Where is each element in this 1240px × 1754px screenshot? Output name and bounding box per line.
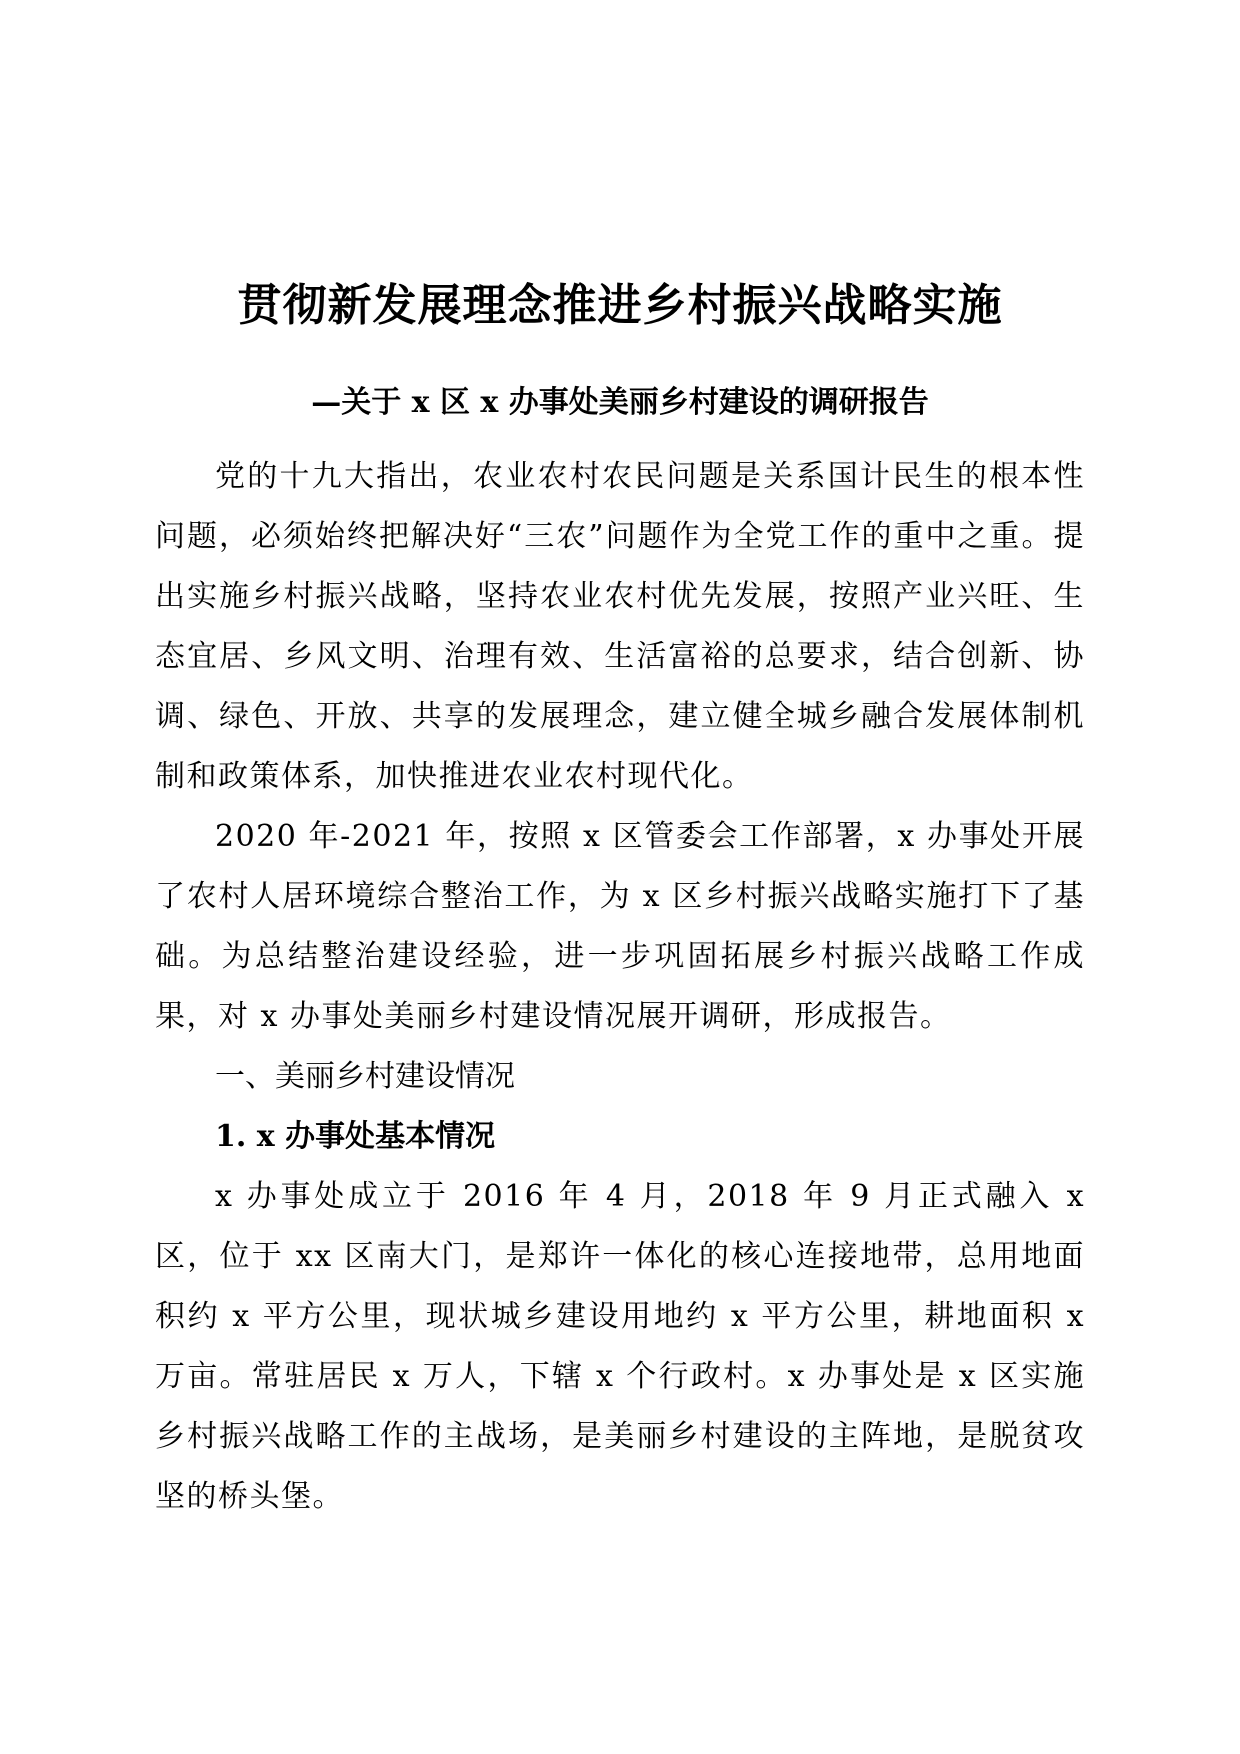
intro-paragraph: 党的十九大指出，农业农村农民问题是关系国计民生的根本性问题，必须始终把解决好“三农”问题作为全党工作的重中之重。提出实施乡村振兴战略，坚持农业农村优先发展，按照产业兴旺、生态宜居、乡风文明、治理有效、生活富裕的总要求，结合创新、协调、绿色、开放、共享的发展理念，建立健全城乡融合发展体制机制和政策体系，加快推进农业农村现代化。	[155, 459, 1085, 794]
section-heading: 一、美丽乡村建设情况	[215, 1059, 515, 1094]
basic-info-paragraph: x 办事处成立于 2016 年 4 月，2018 年 9 月正式融入 x 区，位于 xx 区南大门，是郑许一体化的核心连接地带，总用地面积约 x 平方公里，现状城乡建设用地约 x 平方公里，耕地面积 x 万亩。常驻居民 x 万人，下辖 x 个行政村。x 办事处是 x 区实施乡村振兴战略工作的主战场，是美丽乡村建设的主阵地，是脱贫攻坚的桥头堡。	[155, 1179, 1085, 1514]
document-title: 贯彻新发展理念推进乡村振兴战略实施	[237, 280, 1003, 331]
document-body	[155, 447, 1085, 1527]
background-paragraph: 2020 年-2021 年，按照 x 区管委会工作部署，x 办事处开展了农村人居环境综合整治工作，为 x 区乡村振兴战略实施打下了基础。为总结整治建设经验，进一步巩固拓展乡村振兴战略工作成果，对 x 办事处美丽乡村建设情况展开调研，形成报告。	[155, 819, 1085, 1034]
document-subtitle: —关于 x 区 x 办事处美丽乡村建设的调研报告	[311, 385, 929, 420]
subsection-heading: 1. x 办事处基本情况	[215, 1119, 496, 1154]
